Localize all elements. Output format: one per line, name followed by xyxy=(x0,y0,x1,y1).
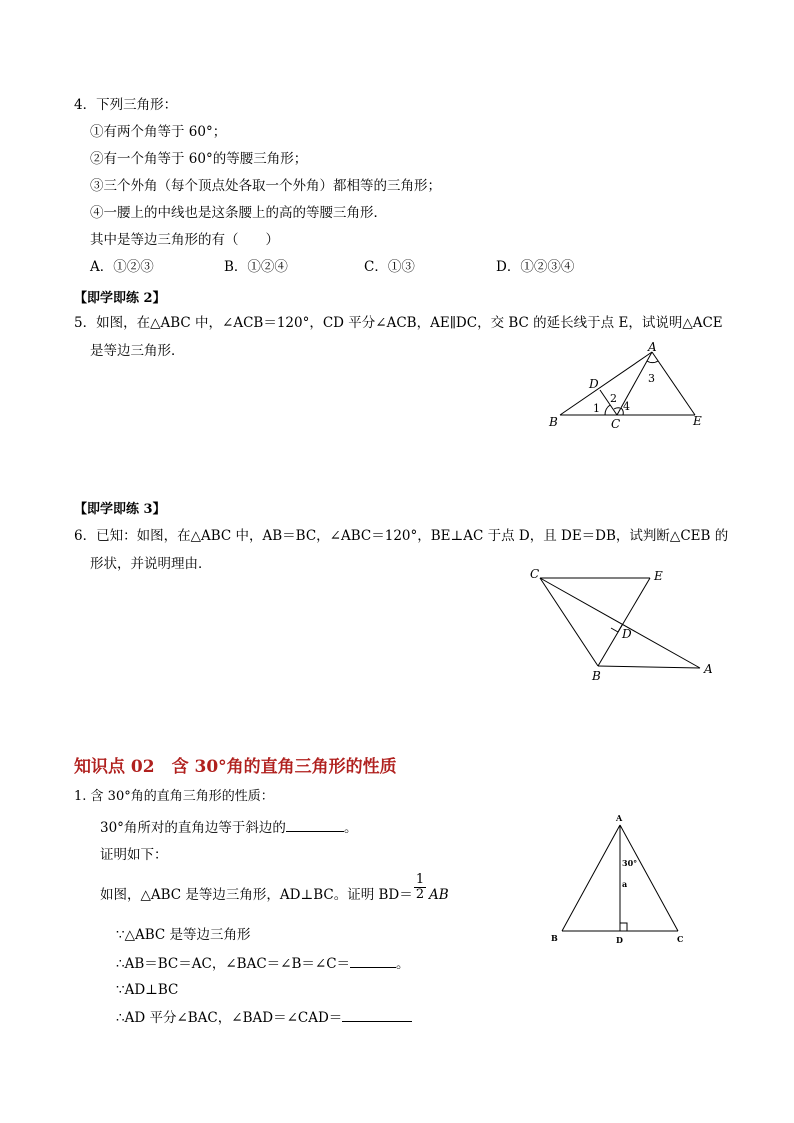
q5-angle-label-2: 2 xyxy=(610,392,617,405)
kp02-step-3: ∵AD⊥BC xyxy=(116,982,179,998)
kp02-segment-ab xyxy=(562,825,620,931)
kp02-label-c: C xyxy=(677,934,684,944)
q4-choice-b: B．①②④ xyxy=(224,259,288,275)
q5-figure xyxy=(540,336,720,436)
kp02-step-4 xyxy=(116,1008,412,1027)
q5-angle-1-arc xyxy=(605,405,610,415)
q5-line-1: 5．如图，在△ABC 中，∠ACB＝120°，CD 平分∠ACB，AE∥DC，交 BC 的延长线于点 E，试说明△ACE xyxy=(74,315,723,331)
kp02-right-angle-mark xyxy=(620,923,627,931)
kp02-step-2 xyxy=(116,954,410,973)
fraction-numerator: 1 xyxy=(415,872,425,887)
kp02-fill-blank-1[interactable] xyxy=(286,818,344,832)
section-heading-practice-2: 【即学即练 2】 xyxy=(74,291,166,306)
kp02-label-d: D xyxy=(616,935,623,945)
q6-line-2: 形状，并说明理由． xyxy=(90,556,212,572)
kp02-property-heading: 1. 含 30°角的直角三角形的性质： xyxy=(74,789,274,804)
q6-figure xyxy=(525,562,720,684)
kp02-side-label-a: a xyxy=(622,879,628,889)
q5-angle-label-1: 1 xyxy=(593,402,600,415)
fraction-denominator: 2 xyxy=(415,887,425,902)
kp02-label-a: A xyxy=(616,813,623,823)
q4-statement-4: ④一腰上的中线也是这条腰上的高的等腰三角形． xyxy=(90,205,387,221)
q6-segment-ca xyxy=(540,578,700,668)
section-heading-practice-3: 【即学即练 3】 xyxy=(74,502,166,517)
q4-choice-a: A．①②③ xyxy=(90,259,154,275)
kp02-angle-label: 30° xyxy=(622,858,638,868)
q4-statement-3: ③三个外角（每个顶点处各取一个外角）都相等的三角形； xyxy=(90,178,441,194)
kp02-step-2-text: ∴AB＝BC＝AC，∠BAC＝∠B＝∠C＝ xyxy=(116,956,351,972)
q6-label-e: E xyxy=(654,569,663,583)
kp02-figure xyxy=(545,808,695,948)
q5-label-c: C xyxy=(611,417,621,431)
q6-label-c: C xyxy=(530,567,540,581)
q4-statement-1: ①有两个角等于 60°； xyxy=(90,124,227,140)
kp02-proof-target: AB xyxy=(429,887,449,903)
q4-stem: 4．下列三角形： xyxy=(74,97,178,113)
q5-segment-ba xyxy=(560,352,652,415)
kp02-step-2-end: 。 xyxy=(396,956,410,972)
q5-angle-3-arc xyxy=(647,361,658,363)
q5-label-b: B xyxy=(549,415,558,429)
q5-segment-ae xyxy=(652,352,695,415)
kp02-proof-heading: 证明如下： xyxy=(100,847,168,863)
kp02-fill-blank-2[interactable] xyxy=(350,954,396,968)
q5-angle-label-3: 3 xyxy=(648,372,655,385)
kp02-property-text: 30°角所对的直角边等于斜边的 xyxy=(100,820,286,836)
q6-right-angle-mark xyxy=(611,625,622,632)
q5-angle-label-4: 4 xyxy=(623,400,630,413)
q6-segment-eb xyxy=(598,578,650,666)
fraction-half xyxy=(414,873,426,902)
kp02-property-end: 。 xyxy=(343,820,358,836)
kp02-proof-setup: 如图，△ABC 是等边三角形，AD⊥BC。证明 BD＝ xyxy=(100,887,413,903)
q6-line-1: 6．已知：如图，在△ABC 中，AB＝BC，∠ABC＝120°，BE⊥AC 于点 D，且 DE＝DB，试判断△CEB 的 xyxy=(74,528,729,544)
kp02-property-statement xyxy=(100,818,357,837)
q6-label-a: A xyxy=(704,662,713,676)
q6-segment-cb xyxy=(540,578,598,666)
q6-segment-ba xyxy=(598,666,700,668)
q4-choice-c: C．①③ xyxy=(364,259,415,275)
q4-question: 其中是等边三角形的有（ ） xyxy=(90,232,279,248)
q6-label-d: D xyxy=(622,627,632,641)
knowledge-point-02-title: 知识点 02 含 30°角的直角三角形的性质 xyxy=(74,757,397,777)
kp02-fill-blank-3[interactable] xyxy=(342,1008,412,1022)
q5-line-2: 是等边三角形． xyxy=(90,343,185,359)
q4-statement-2: ②有一个角等于 60°的等腰三角形； xyxy=(90,151,308,167)
kp02-segment-ac xyxy=(620,825,678,931)
q4-choice-d: D．①②③④ xyxy=(496,259,575,275)
kp02-step-4-text: ∴AD 平分∠BAC，∠BAD＝∠CAD＝ xyxy=(116,1010,343,1026)
q5-label-a: A xyxy=(648,340,657,354)
q6-label-b: B xyxy=(592,669,601,683)
q5-label-d: D xyxy=(589,377,599,391)
kp02-step-1: ∵△ABC 是等边三角形 xyxy=(116,927,251,943)
q5-angle-2-arc xyxy=(614,408,620,409)
kp02-label-b: B xyxy=(551,933,558,943)
q5-label-e: E xyxy=(693,414,702,428)
